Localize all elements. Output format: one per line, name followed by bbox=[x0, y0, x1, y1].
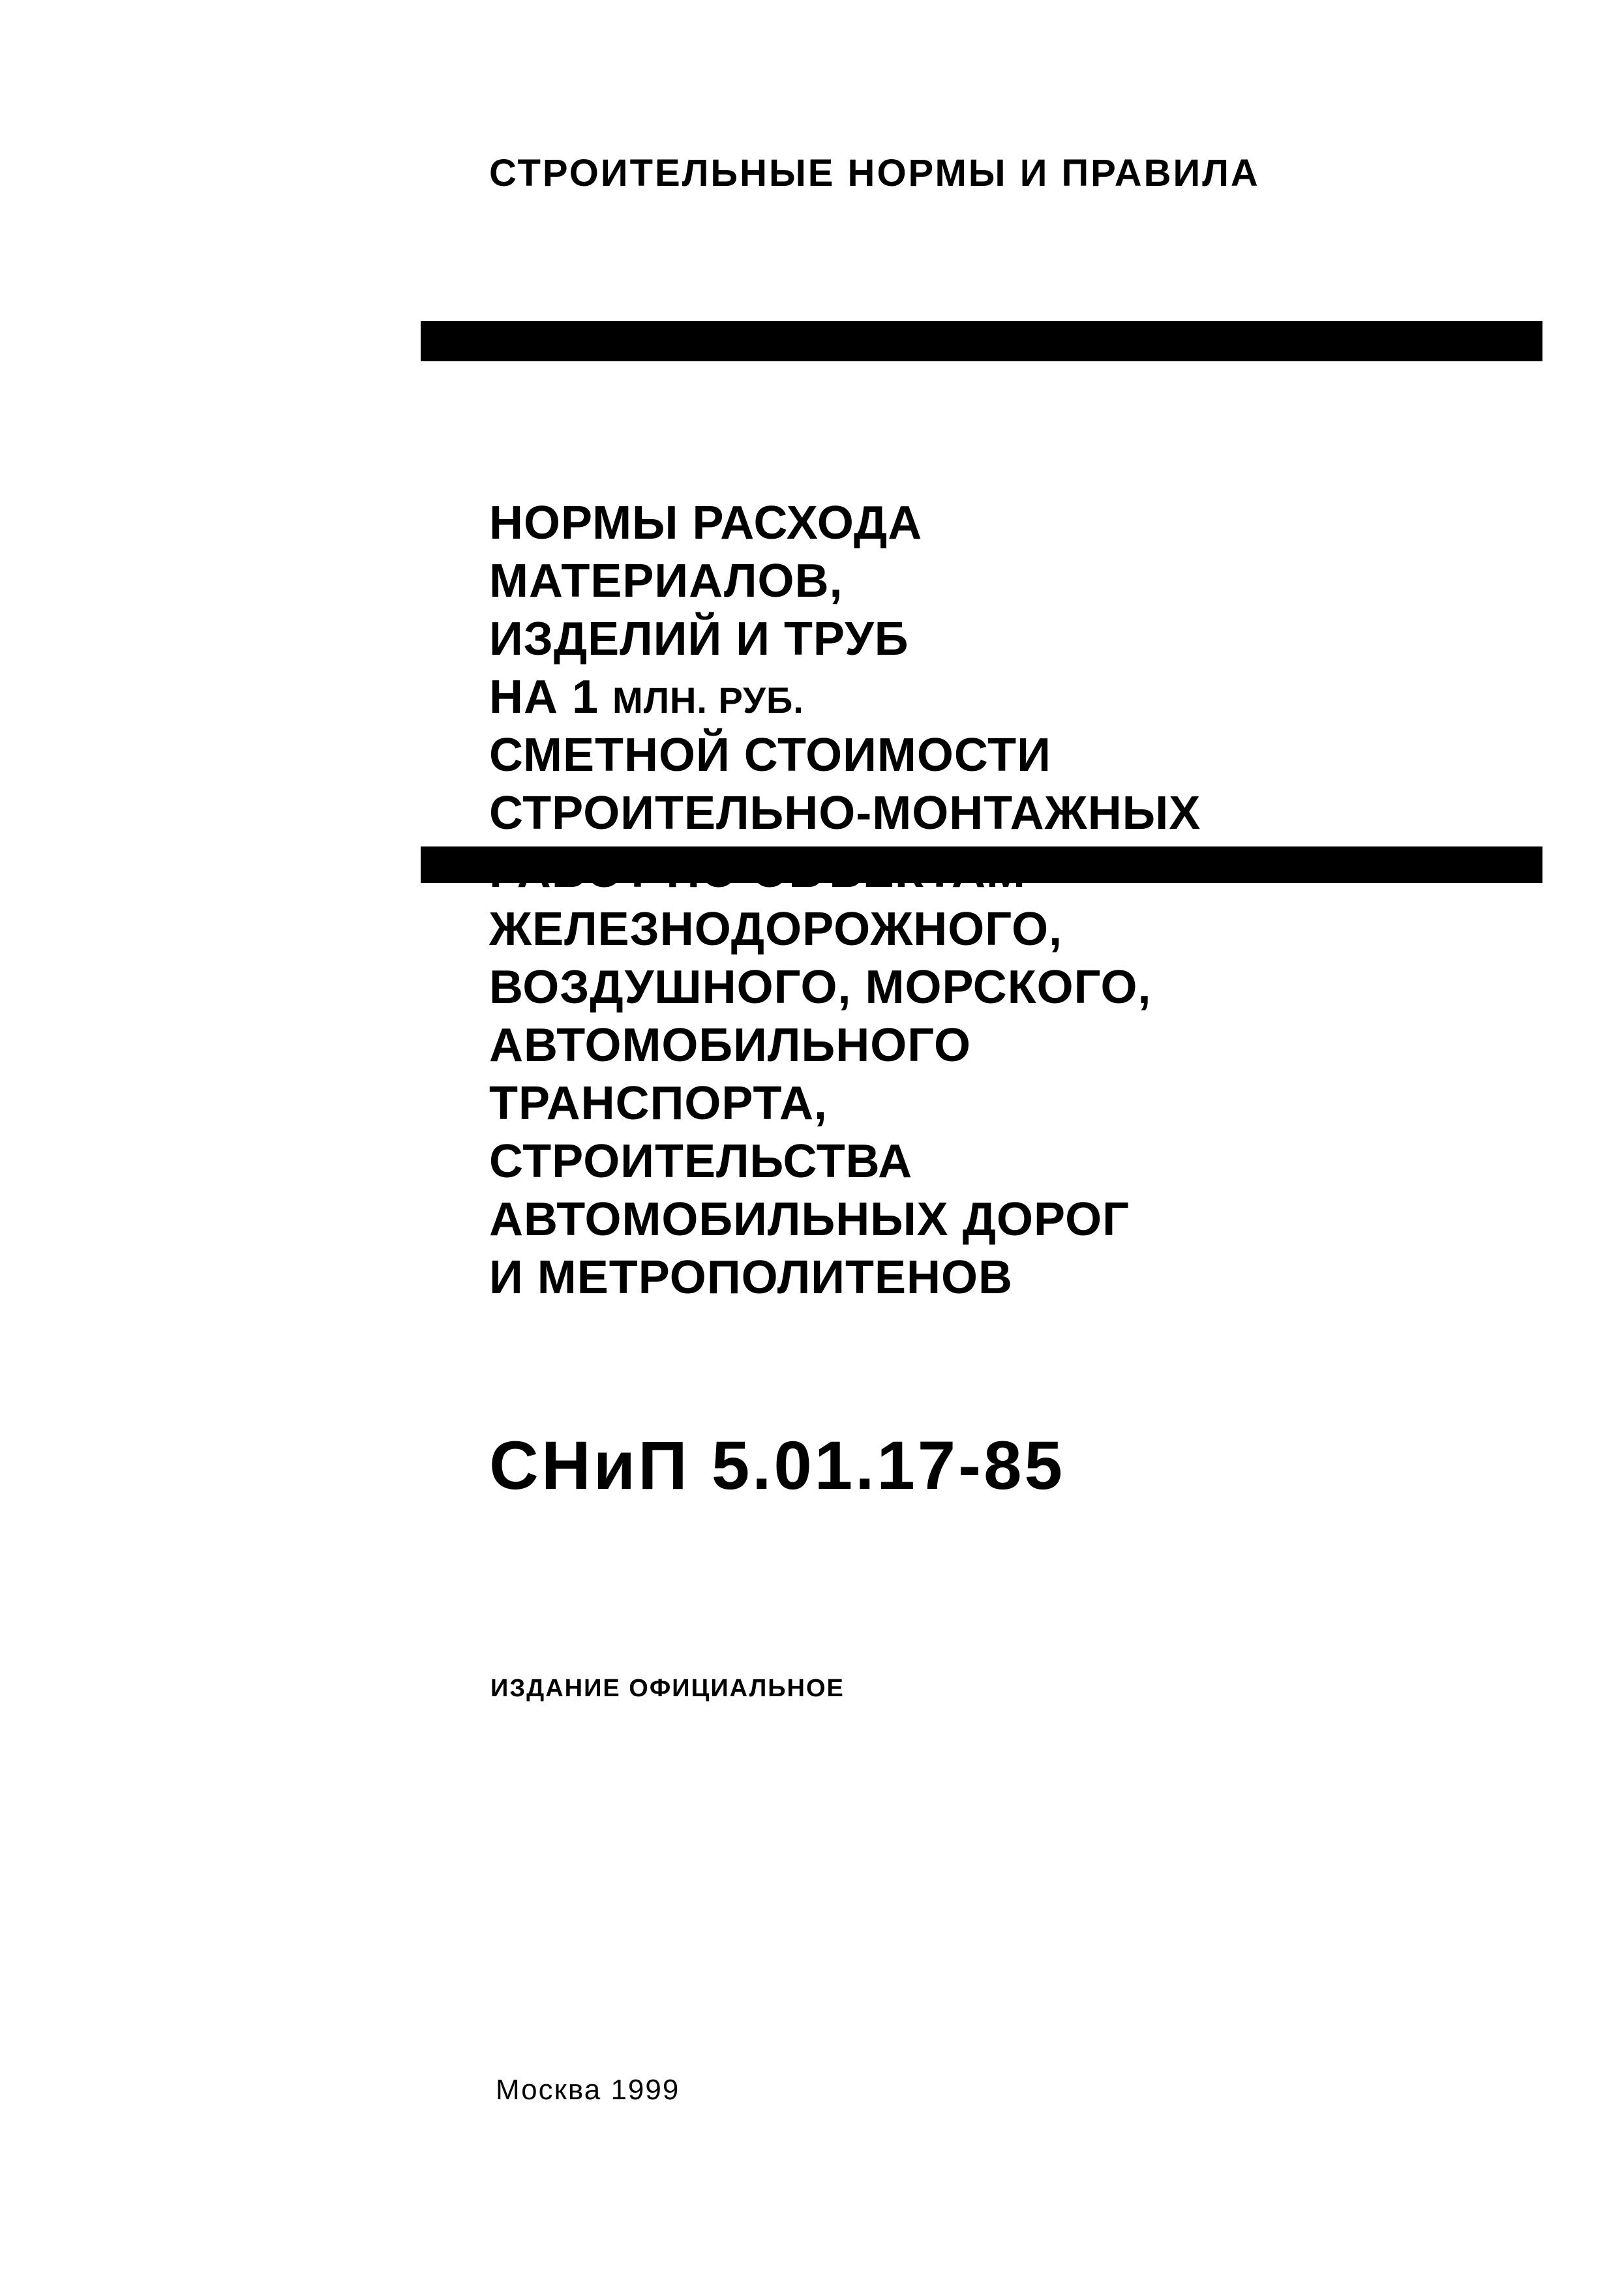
title-line bbox=[489, 494, 1507, 552]
publication-imprint: Москва 1999 bbox=[496, 2074, 680, 2106]
title-line-text: ТРАНСПОРТА, bbox=[489, 1077, 828, 1130]
bottom-divider-bar bbox=[421, 846, 1542, 883]
title-line-text: СМЕТНОЙ СТОИМОСТИ bbox=[489, 729, 1051, 781]
title-line-text: ИЗДЕЛИЙ И ТРУБ bbox=[489, 613, 909, 665]
title-line-text: НА 1 bbox=[489, 671, 613, 723]
document-code: СНиП 5.01.17-85 bbox=[489, 1428, 1065, 1504]
title-line bbox=[489, 785, 1507, 843]
title-line bbox=[489, 959, 1507, 1017]
title-line bbox=[489, 1075, 1507, 1133]
edition-label: ИЗДАНИЕ ОФИЦИАЛЬНОЕ bbox=[490, 1675, 845, 1702]
top-divider-bar bbox=[421, 321, 1542, 361]
title-line-text: МАТЕРИАЛОВ, bbox=[489, 555, 843, 607]
title-line bbox=[489, 668, 1507, 726]
title-line bbox=[489, 726, 1507, 785]
title-line-text: АВТОМОБИЛЬНОГО bbox=[489, 1019, 972, 1071]
document-title bbox=[489, 494, 1507, 1307]
title-line bbox=[489, 1249, 1507, 1307]
title-line-text: И МЕТРОПОЛИТЕНОВ bbox=[489, 1251, 1014, 1304]
title-line-text: НОРМЫ РАСХОДА bbox=[489, 497, 923, 549]
series-header: СТРОИТЕЛЬНЫЕ НОРМЫ И ПРАВИЛА bbox=[489, 152, 1260, 194]
title-line bbox=[489, 901, 1507, 959]
title-line-small-text: МЛН. РУБ. bbox=[612, 680, 804, 721]
title-line-text: ВОЗДУШНОГО, МОРСКОГО, bbox=[489, 961, 1152, 1013]
title-line-text: СТРОИТЕЛЬСТВА bbox=[489, 1135, 913, 1188]
title-line bbox=[489, 1017, 1507, 1075]
title-line bbox=[489, 1133, 1507, 1191]
title-line bbox=[489, 552, 1507, 610]
title-line-text: АВТОМОБИЛЬНЫХ ДОРОГ bbox=[489, 1193, 1130, 1246]
title-line-text: СТРОИТЕЛЬНО-МОНТАЖНЫХ bbox=[489, 787, 1201, 839]
title-line bbox=[489, 610, 1507, 668]
title-line-text: ЖЕЛЕЗНОДОРОЖНОГО, bbox=[489, 903, 1063, 955]
title-line bbox=[489, 1191, 1507, 1249]
